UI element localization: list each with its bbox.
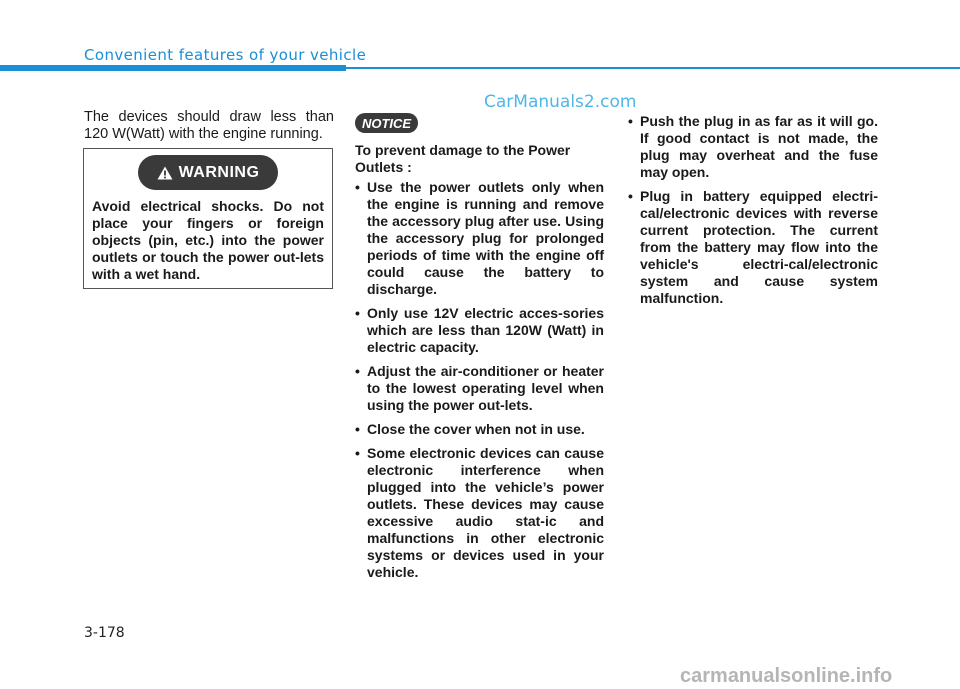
list-item-text: Some electronic devices can cause electronic interference when plugged into the vehicle’s power outlets. These devices may cause excessive audio stat-ic and malfunctions in other electronic systems or devices used in your vehicle. (367, 445, 604, 580)
list-item-text: Close the cover when not in use. (367, 421, 585, 437)
bullet-dot: • (355, 421, 360, 437)
warning-text: Avoid electrical shocks. Do not place your fingers or foreign objects (pin, etc.) into the power outlets or touch the power out-lets with a wet hand. (92, 198, 324, 282)
list-item-text: Push the plug in as far as it will go. If good contact is not made, the plug may overheat and the fuse may open. (640, 113, 878, 180)
header-rule (346, 67, 960, 69)
section-title: Convenient features of your vehicle (84, 46, 367, 64)
notice-list-continued (628, 113, 878, 314)
bullet-dot: • (628, 188, 633, 204)
notice-intro: To prevent damage to the Power Outlets : (355, 142, 571, 175)
warning-label: WARNING (178, 163, 260, 181)
bullet-dot: • (628, 113, 633, 129)
list-item (628, 188, 878, 307)
list-item (355, 421, 604, 438)
watermark-carmanualsonline: carmanualsonline.info (680, 665, 893, 687)
list-item (628, 113, 878, 181)
list-item (355, 445, 604, 581)
bullet-dot: • (355, 363, 360, 379)
warning-box (83, 148, 333, 289)
list-item-text: Only use 12V electric acces-sories which are less than 120W (Watt) in electric capacity. (367, 305, 604, 355)
notice-badge: NOTICE (355, 113, 418, 133)
header-accent-bar (0, 65, 346, 71)
bullet-dot: • (355, 179, 360, 195)
bullet-dot: • (355, 445, 360, 461)
notice-list (355, 179, 604, 588)
list-item-text: Adjust the air-conditioner or heater to the lowest operating level when using the power out-lets. (367, 363, 604, 413)
page-number: 3-178 (84, 625, 125, 641)
list-item-text: Plug in battery equipped electri-cal/electronic devices with reverse current protection. The current from the battery may flow into the vehicle's electri-cal/electronic system and cause system malfunction. (640, 188, 878, 306)
list-item-text: Use the power outlets only when the engine is running and remove the accessory plug after use. Using the accessory plug for prolonged periods of time with the engine off could cause the battery to discharge. (367, 179, 604, 297)
warning-triangle-icon (157, 166, 173, 180)
power-draw-note: The devices should draw less than 120 W(Watt) with the engine running. (84, 109, 334, 142)
warning-header (138, 155, 278, 190)
watermark-carmanuals: CarManuals2.com (484, 92, 637, 112)
list-item (355, 363, 604, 414)
list-item (355, 179, 604, 298)
list-item (355, 305, 604, 356)
bullet-dot: • (355, 305, 360, 321)
